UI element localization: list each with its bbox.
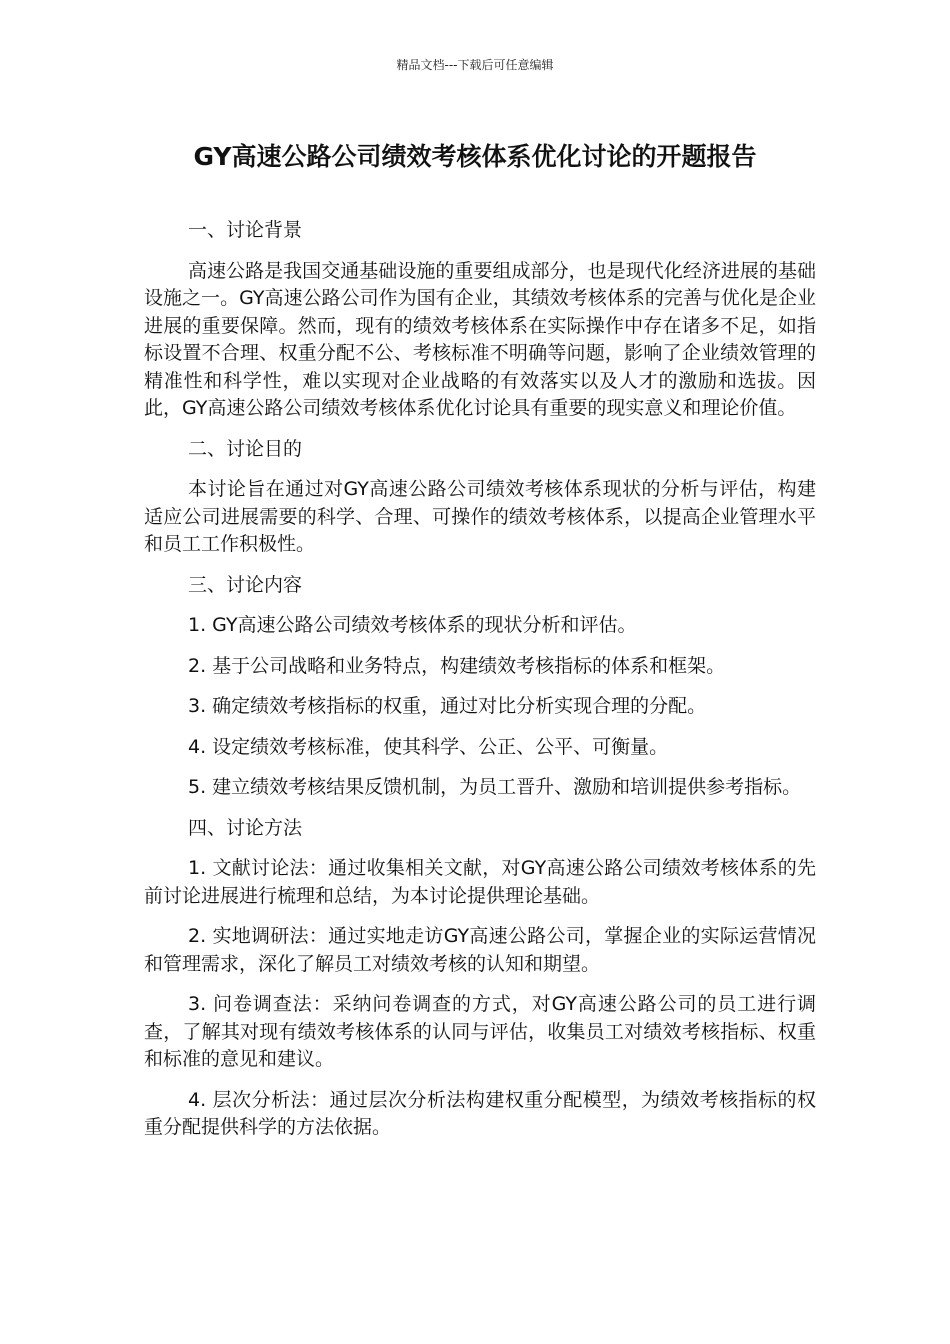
document-body: [144, 217, 816, 1155]
method-item-1: 1. 文献讨论法：通过收集相关文献，对GY高速公路公司绩效考核体系的先前讨论进展进行梳理和总结，为本讨论提供理论基础。: [144, 857, 816, 907]
section-heading-background: 一、讨论背景: [188, 219, 303, 241]
content-item-3: 3. 确定绩效考核指标的权重，通过对比分析实现合理的分配。: [188, 695, 707, 717]
section-heading-purpose: 二、讨论目的: [188, 437, 303, 460]
method-item-2: 2. 实地调研法：通过实地走访GY高速公路公司，掌握企业的实际运营情况和管理需求，深化了解员工对绩效考核的认知和期望。: [144, 925, 816, 975]
section-heading-content: 三、讨论内容: [188, 573, 303, 596]
header-note: 精品文档---下载后可任意编辑: [396, 58, 554, 72]
paragraph-background: 高速公路是我国交通基础设施的重要组成部分，也是现代化经济进展的基础设施之一。GY高速公路公司作为国有企业，其绩效考核体系的完善与优化是企业进展的重要保障。然而，现有的绩效考核体系在实际操作中存在诸多不足，如指标设置不合理、权重分配不公、考核标准不明确等问题，影响了企业绩效管理的精准性和科学性，难以实现对企业战略的有效落实以及人才的激励和选拔。因此，GY高速公路公司绩效考核体系优化讨论具有重要的现实意义和理论价值。: [144, 259, 816, 419]
content-item-1: 1. GY高速公路公司绩效考核体系的现状分析和评估。: [188, 614, 637, 636]
content-item-5: 5. 建立绩效考核结果反馈机制，为员工晋升、激励和培训提供参考指标。: [188, 776, 802, 798]
method-item-4: 4. 层次分析法：通过层次分析法构建权重分配模型，为绩效考核指标的权重分配提供科学的方法依据。: [144, 1088, 816, 1138]
method-item-3: 3. 问卷调查法：采纳问卷调查的方式，对GY高速公路公司的员工进行调查，了解其对现有绩效考核体系的认同与评估，收集员工对绩效考核指标、权重和标准的意见和建议。: [144, 993, 816, 1070]
paragraph-purpose: 本讨论旨在通过对GY高速公路公司绩效考核体系现状的分析与评估，构建适应公司进展需要的科学、合理、可操作的绩效考核体系，以提高企业管理水平和员工工作积极性。: [144, 478, 816, 555]
section-heading-methods: 四、讨论方法: [188, 816, 303, 839]
content-item-4: 4. 设定绩效考核标准，使其科学、公正、公平、可衡量。: [188, 735, 669, 758]
page-title: GY高速公路公司绩效考核体系优化讨论的开题报告: [193, 142, 757, 171]
content-item-2: 2. 基于公司战略和业务特点，构建绩效考核指标的体系和框架。: [188, 654, 726, 677]
